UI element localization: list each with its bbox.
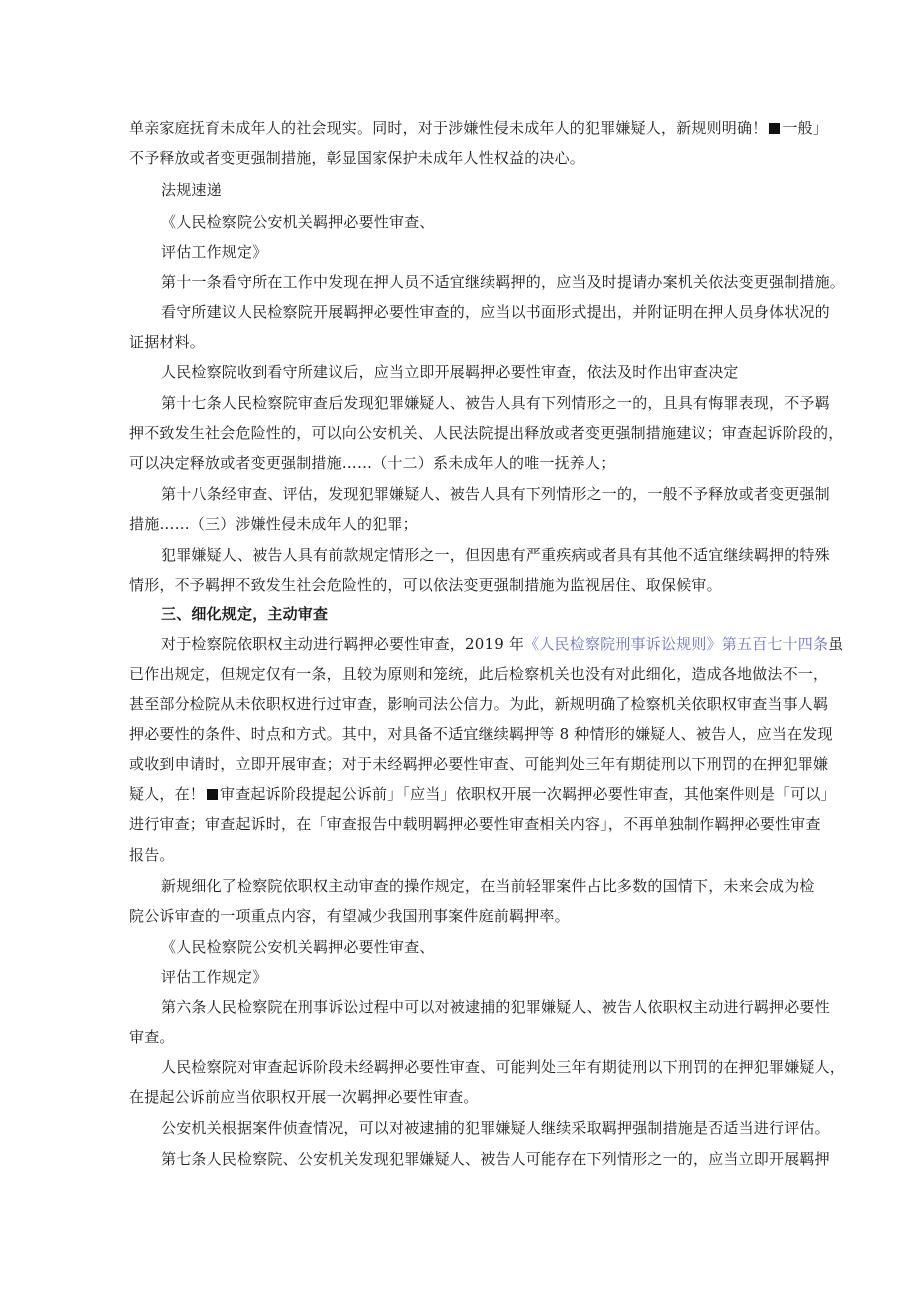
section3-p1-line7: 进行审查；审查起诉时，在「审查报告中载明羁押必要性审查相关内容」，不再单独制作羁押必要性审查 — [129, 815, 821, 833]
section3-p1-line1-tail: 虽 — [828, 635, 844, 653]
section3-p1-line3: 甚至部分检院从未依职权进行过审查，影响司法公信力。为此，新规明确了检察机关依职权审查当事人羁 — [129, 695, 829, 713]
law1-article18-line2: 措施……（三）涉嫌性侵未成年人的犯罪； — [129, 515, 418, 533]
section3-p1-line5: 或收到申请时，立即开展审查；对于未经羁押必要性审查、可能判处三年有期徒刑以下刑罚的在押犯罪嫌 — [129, 755, 829, 773]
law1-title-line1: 《人民检察院公安机关羁押必要性审查、 — [161, 213, 435, 231]
procuratorate-rules-link[interactable]: 《人民检察院刑事诉讼规则》第五百七十四条 — [524, 635, 829, 653]
law2-article6-p2-line2: 在提起公诉前应当依职权开展一次羁押必要性审查。 — [129, 1088, 479, 1106]
redaction-box-icon — [207, 789, 218, 800]
section3-p1-line4: 押必要性的条件、时点和方式。其中，对具备不适宜继续羁押等 8 种情形的嫌疑人、被告人，应当在发现 — [129, 725, 833, 743]
law1-article11-p3: 人民检察院收到看守所建议后，应当立即开展羁押必要性审查，依法及时作出审查决定 — [161, 363, 739, 381]
section3-p1-line1 — [161, 634, 843, 654]
law1-article18-p2-line2: 情形，不予羁押不致发生社会危险性的，可以依法变更强制措施为监视居住、取保候审。 — [129, 576, 722, 594]
section3-p1-line1-text: 对于检察院依职权主动进行羁押必要性审查，2019 年 — [161, 635, 525, 653]
para1-line2: 不予释放或者变更强制措施，彰显国家保护未成年人性权益的决心。 — [129, 149, 586, 167]
law2-article6-line1: 第六条人民检察院在刑事诉讼过程中可以对被逮捕的犯罪嫌疑人、被告人依职权主动进行羁押必要性 — [161, 998, 830, 1016]
law-heading: 法规速递 — [161, 181, 222, 199]
section3-p1-line6 — [129, 784, 836, 804]
section3-p2-line2: 院公诉审查的一项重点内容，有望减少我国刑事案件庭前羁押率。 — [129, 907, 570, 925]
law1-article17-line3: 可以决定释放或者变更强制措施……（十二）系未成年人的唯一抚养人； — [129, 454, 616, 472]
law1-article18-line1: 第十八条经审查、评估，发现犯罪嫌疑人、被告人具有下列情形之一的，一般不予释放或者变更强制 — [161, 485, 830, 503]
law2-article6-p2-line1: 人民检察院对审查起诉阶段未经羁押必要性审查、可能判处三年有期徒刑以下刑罚的在押犯罪嫌疑人， — [161, 1058, 846, 1076]
law1-article11: 第十一条看守所在工作中发现在押人员不适宜继续羁押的，应当及时提请办案机关依法变更强制措施。 — [161, 273, 846, 291]
law2-article6-p3: 公安机关根据案件侦查情况，可以对被逮捕的犯罪嫌疑人继续采取羁押强制措施是否适当进行评估。 — [161, 1119, 830, 1137]
law1-article17-line1: 第十七条人民检察院审查后发现犯罪嫌疑人、被告人具有下列情形之一的，且具有悔罪表现，不予羁 — [161, 394, 830, 412]
law2-title-line2: 评估工作规定》 — [161, 968, 268, 986]
law1-article17-line2: 押不致发生社会危险性的，可以向公安机关、人民法院提出释放或者变更强制措施建议；审查起诉阶段的， — [129, 424, 844, 442]
para1-line1 — [129, 118, 828, 138]
section3-p1-line8: 报告。 — [129, 846, 175, 864]
section3-p1-line2: 已作出规定，但规定仅有一条，且较为原则和笼统，此后检察机关也没有对此细化，造成各地做法不一， — [129, 665, 829, 683]
para1-line1-tail: 一般」 — [782, 119, 829, 137]
law2-article7-line1: 第七条人民检察院、公安机关发现犯罪嫌疑人、被告人可能存在下列情形之一的，应当立即开展羁押 — [161, 1150, 830, 1168]
section3-p1-line6-text: 疑人，在！ — [129, 785, 206, 803]
law2-article6-line2: 审查。 — [129, 1028, 175, 1046]
law1-title-line2: 评估工作规定》 — [161, 243, 268, 261]
redaction-box-icon — [769, 123, 780, 134]
section3-heading: 三、细化规定，主动审查 — [161, 605, 329, 623]
law1-article18-p2-line1: 犯罪嫌疑人、被告人具有前款规定情形之一，但因患有严重疾病或者具有其他不适宜继续羁押的特殊 — [161, 546, 830, 564]
law1-article11-p2-line1: 看守所建议人民检察院开展羁押必要性审查的，应当以书面形式提出，并附证明在押人员身体状况的 — [161, 303, 830, 321]
para1-line1-text: 单亲家庭抚育未成年人的社会现实。同时，对于涉嫌性侵未成年人的犯罪嫌疑人，新规则明确！ — [129, 119, 768, 137]
section3-p2-line1: 新规细化了检察院依职权主动审查的操作规定，在当前轻罪案件占比多数的国情下，未来会成为检 — [161, 877, 815, 895]
section3-p1-line6-tail: 审查起诉阶段提起公诉前」「应当」依职权开展一次羁押必要性审查，其他案件则是「可以」 — [220, 785, 836, 803]
law2-title-line1: 《人民检察院公安机关羁押必要性审查、 — [161, 938, 435, 956]
law1-article11-p2-line2: 证据材料。 — [129, 333, 206, 351]
